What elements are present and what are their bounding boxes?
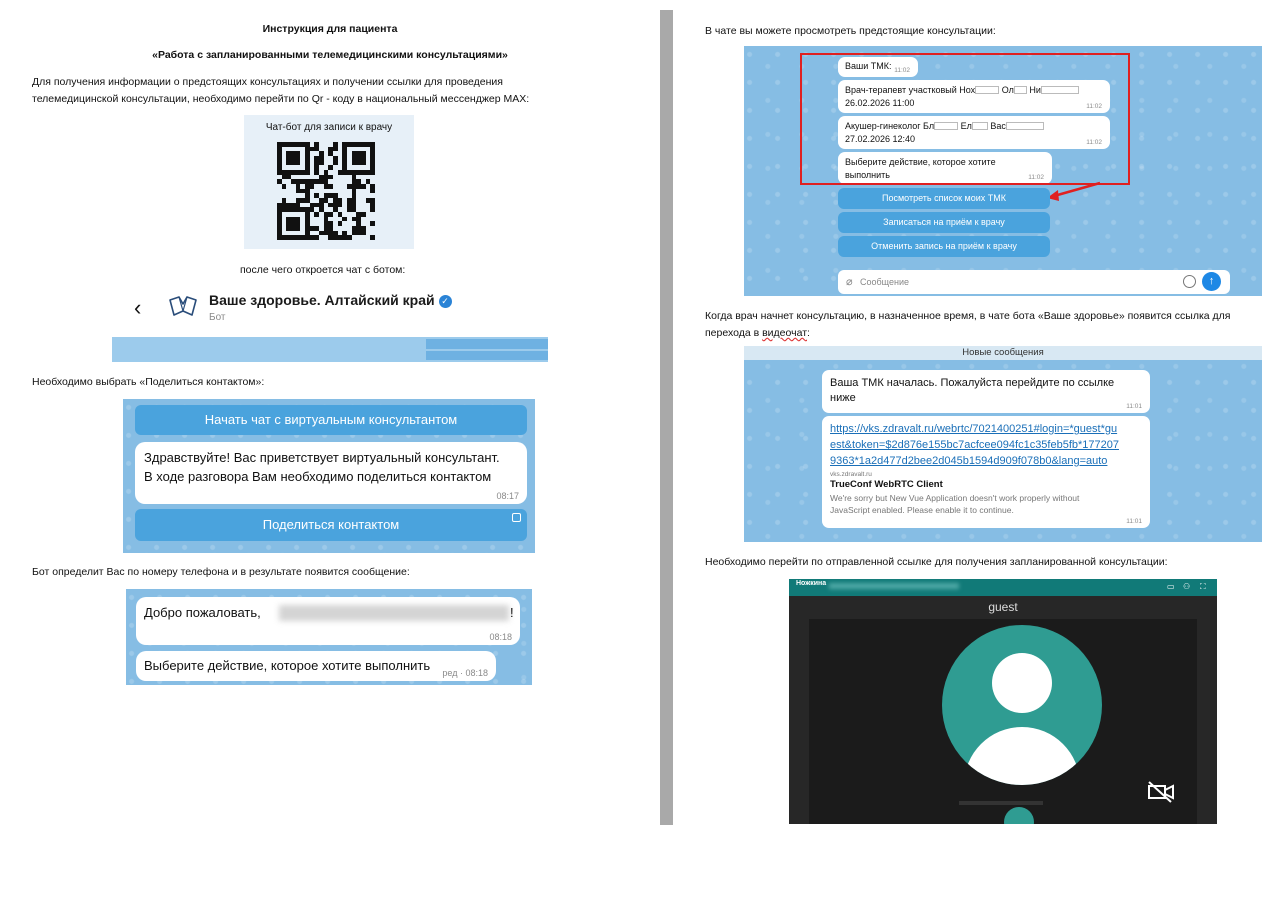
camera-off-icon[interactable] [1147,781,1175,803]
video-call-screenshot [789,579,1217,824]
page-title: Инструкция для пациента [262,23,398,35]
appointment-1-name-2: Ол [1001,85,1014,95]
keyboard-button-icon [512,513,521,522]
chat-screenshot-share [123,399,535,553]
choose-line-1: Выберите действие, которое хотите [845,157,996,167]
video-link-time: 11:01 [1126,518,1142,525]
participant-name: guest [988,600,1018,614]
left-page [0,0,660,825]
appointment-1-time: 11:02 [1086,103,1102,110]
paperclip-icon[interactable]: ⌀ [846,276,853,288]
book-appointment-button[interactable]: Записаться на приём к врачу [838,212,1050,233]
your-tmk-text: Ваши ТМК: [845,61,892,71]
arrow-icon [1044,180,1104,202]
welcome-time: 08:18 [489,632,512,642]
choose-line-2: выполнить [845,170,890,180]
preview-description: We're sorry but New Vue Application doesn't work properly without JavaScript enabled. Please enable it to continue. [830,493,1080,515]
chat-background-strip [112,337,548,362]
your-tmk-time: 11:02 [894,67,910,74]
chat-icon[interactable]: ▭ [1167,582,1175,591]
preview-domain: vks.zdravalt.ru [830,471,872,478]
qr-code-card[interactable] [244,115,414,249]
right-intro: В чате вы можете просмотреть предстоящие консультации: [705,25,996,37]
qr-caption: Чат-бот для записи к врачу [265,122,393,133]
intro-line-2: телемедицинской консультации, необходимо перейти по Qr - коду в национальный мессенджер MAX: [32,93,530,105]
doctor-starts-line-1: Когда врач начнет консультацию, в назначенное время, в чате бота «Ваше здоровье» появится ссылка для [705,310,1231,322]
choose-time: 11:02 [1028,174,1044,181]
chat-screenshot-link [744,346,1262,542]
tmk-started-message [822,370,1150,413]
welcome-text: Добро пожаловать, [144,605,261,620]
after-qr-text: после чего откроется чат с ботом: [240,264,406,276]
tmk-started-time: 11:01 [1126,403,1142,410]
message-time: 08:17 [496,491,519,501]
bot-logo-icon [168,294,198,320]
appointment-2-name-2: Ел [960,121,972,131]
video-user-label: Ножкина [796,580,827,587]
video-top-bar [789,579,1217,596]
qr-code-icon[interactable] [277,142,375,240]
chat-screenshot-tmk-list [744,46,1262,296]
fullscreen-icon[interactable]: ⛶ [1200,582,1206,591]
blurred-name [279,605,509,621]
view-tmk-list-button[interactable]: Посмотреть список моих ТМК [838,188,1050,209]
start-chat-button[interactable]: Начать чат с виртуальным консультантом [135,405,527,435]
video-link-message [822,416,1150,528]
bot-name: Ваше здоровье. Алтайский край [209,292,435,308]
page-divider [660,10,673,825]
identify-text: Бот определит Вас по номеру телефона и в результате появится сообщение: [32,566,410,578]
follow-link-text: Необходимо перейти по отправленной ссылке для получения запланированной консультации: [705,556,1168,568]
send-icon[interactable]: ↑ [1202,272,1221,291]
tmk-started-line-1: Ваша ТМК началась. Пожалуйста перейдите по ссылке [830,377,1115,389]
video-link[interactable]: https://vks.zdravalt.ru/webrtc/7021400251#login=*guest*gu est&token=$2d876e155bc7acfcee094fc1c35feb5fb*177207 9363*1a2d477d2bee2d045b1594d909f078b0&lang=auto [830,423,1119,467]
preview-title: TrueConf WebRTC Client [830,479,943,490]
page-subtitle: «Работа с запланированными телемедицинскими консультациями» [152,49,508,61]
message-line-2: В ходе разговора Вам необходимо поделиться контактом [144,469,492,484]
welcome-message [136,597,520,645]
highlight-frame [800,53,1130,185]
cancel-appointment-button[interactable]: Отменить запись на приём к врачу [838,236,1050,257]
choose-action-meta: ред · 08:18 [442,668,488,678]
message-input[interactable]: Сообщение [860,277,909,287]
share-contact-label: Поделиться контактом [262,517,400,532]
choose-action-message [136,651,496,681]
message-composer [838,270,1230,294]
sticker-icon[interactable] [1183,275,1196,288]
doctor-starts-line-2: перехода в видеочат: [705,327,810,339]
verified-badge-icon: ✓ [439,295,452,308]
choose-action-text: Выберите действие, которое хотите выполнить [144,658,431,673]
appointment-2-name-3: Вас [990,121,1006,131]
appointment-1-name-3: Ни [1029,85,1041,95]
chat-screenshot-welcome [126,589,532,685]
appointment-1-doctor: Врач-терапевт участковый Нох [845,85,976,95]
avatar-icon [942,625,1102,785]
appointment-2-doctor: Акушер-гинеколог Бл [845,121,935,131]
message-line-1: Здравствуйте! Вас приветствует виртуальный консультант. [144,450,500,465]
new-messages-divider: Новые сообщения [744,346,1262,360]
welcome-bot-message [135,442,527,504]
bot-subtitle: Бот [209,312,226,323]
share-contact-button[interactable] [135,509,527,541]
self-avatar-icon [1004,807,1034,824]
video-stage [809,619,1197,824]
participants-icon[interactable]: ⚇ [1183,582,1191,591]
welcome-exclamation: ! [510,605,514,620]
share-instruction: Необходимо выбрать «Поделиться контактом»: [32,376,265,388]
bot-chat-header [112,280,548,362]
appointment-1-date: 26.02.2026 11:00 [845,98,915,108]
chevron-left-icon[interactable]: ‹ [134,295,142,320]
tmk-started-line-2: ниже [830,392,856,404]
appointment-2-date: 27.02.2026 12:40 [845,134,916,144]
appointment-2-time: 11:02 [1086,139,1102,146]
name-strip [959,801,1043,805]
blurred-title [829,583,959,589]
intro-line-1: Для получения информации о предстоящих консультациях и получении ссылки для проведения [32,76,503,88]
